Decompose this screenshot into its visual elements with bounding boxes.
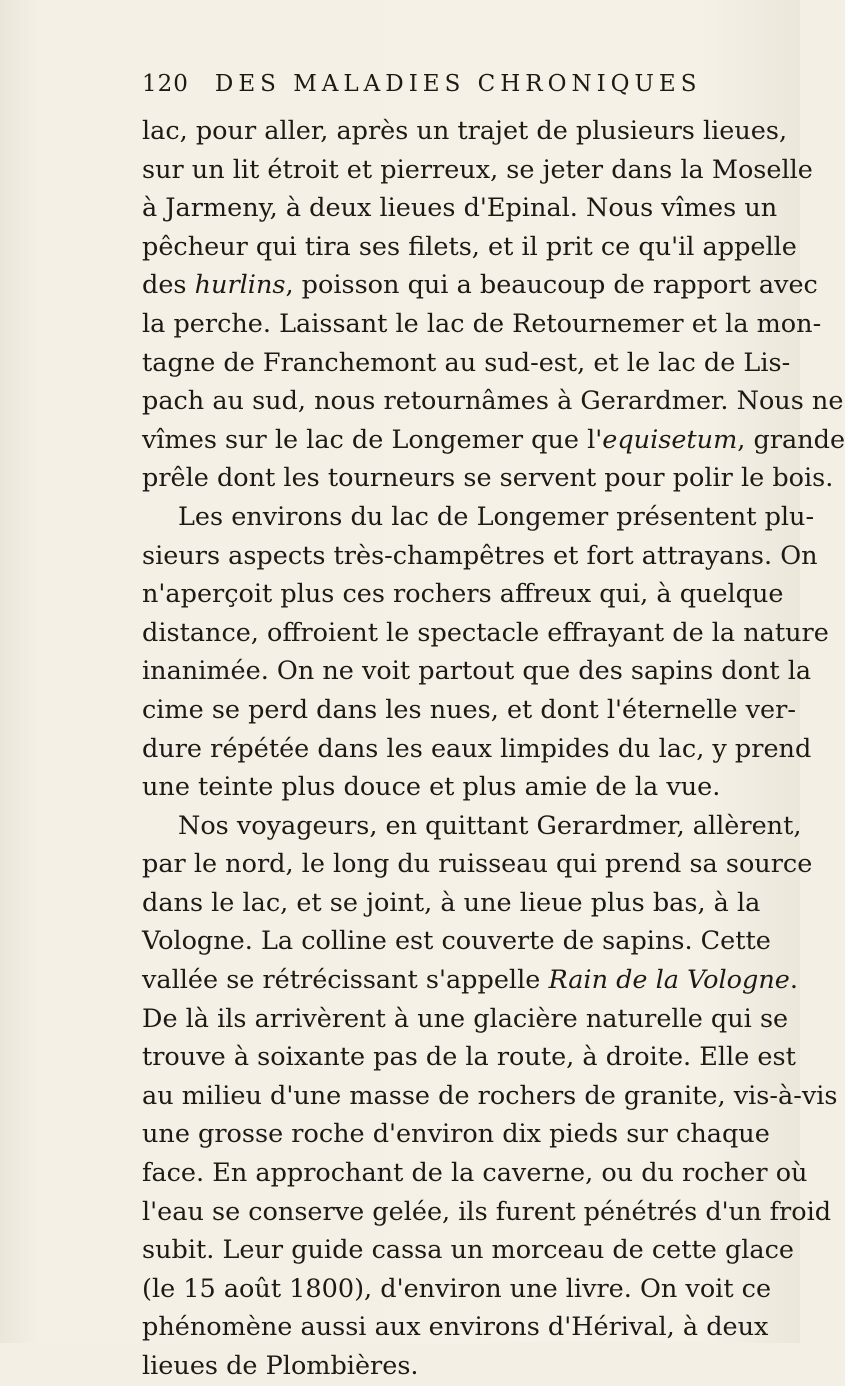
text-line: Vologne. La colline est couverte de sapins. Cette xyxy=(142,926,771,957)
italic-term: hurlins xyxy=(194,270,286,301)
text-line: Nos voyageurs, en quittant Gerardmer, allèrent, xyxy=(178,810,802,841)
text-line: l'eau se conserve gelée, ils furent pénétrés d'un froid xyxy=(142,1196,832,1227)
text-line: à Jarmeny, à deux lieues d'Epinal. Nous vîmes un xyxy=(142,193,778,224)
text-line: au milieu d'une masse de rochers de granite, vis-à-vis xyxy=(142,1080,838,1111)
text-line: prêle dont les tourneurs se servent pour polir le bois. xyxy=(142,463,834,494)
text-line: vallée se rétrécissant s'appelle Rain de la Vologne. xyxy=(142,965,798,996)
text-line: subit. Leur guide cassa un morceau de cette glace xyxy=(142,1235,794,1266)
running-title: DES MALADIES CHRONIQUES xyxy=(214,71,702,97)
text-line: face. En approchant de la caverne, ou du rocher où xyxy=(142,1158,808,1189)
page-number: 120 xyxy=(142,71,189,97)
text-line: lac, pour aller, après un trajet de plusieurs lieues, xyxy=(142,116,788,146)
text-line: par le nord, le long du ruisseau qui prend sa source xyxy=(142,849,813,880)
text-line: Les environs du lac de Longemer présentent plu- xyxy=(178,501,815,532)
running-header xyxy=(142,64,702,104)
text-line: des hurlins, poisson qui a beaucoup de rapport avec xyxy=(142,270,818,301)
text-line: vîmes sur le lac de Longemer que l'equisetum, grande xyxy=(142,424,845,455)
text-line: pêcheur qui tira ses filets, et il prit ce qu'il appelle xyxy=(142,231,797,262)
text-line: tagne de Franchemont au sud-est, et le lac de Lis- xyxy=(142,347,791,378)
text-line: une teinte plus douce et plus amie de la vue. xyxy=(142,772,721,803)
text-line: n'aperçoit plus ces rochers affreux qui, à quelque xyxy=(142,579,784,610)
text-line: sur un lit étroit et pierreux, se jeter dans la Moselle xyxy=(142,154,813,185)
text-line: phénomène aussi aux environs d'Hérival, à deux xyxy=(142,1312,769,1343)
text-line: distance, offroient le spectacle effrayant de la nature xyxy=(142,617,829,648)
text-line: trouve à soixante pas de la route, à droite. Elle est xyxy=(142,1042,796,1073)
body-text xyxy=(142,112,845,1386)
text-line: cime se perd dans les nues, et dont l'éternelle ver- xyxy=(142,694,796,725)
italic-term: Rain de la Vologne xyxy=(548,965,790,996)
italic-term: equisetum xyxy=(602,424,738,455)
text-line: (le 15 août 1800), d'environ une livre. On voit ce xyxy=(142,1273,772,1304)
text-line: la perche. Laissant le lac de Retournemer et la mon- xyxy=(142,308,822,339)
text-line: lieues de Plombières. xyxy=(142,1351,419,1381)
text-line: une grosse roche d'environ dix pieds sur chaque xyxy=(142,1119,770,1150)
text-line: pach au sud, nous retournâmes à Gerardmer. Nous ne xyxy=(142,386,844,417)
text-line: inanimée. On ne voit partout que des sapins dont la xyxy=(142,656,812,687)
text-line: dans le lac, et se joint, à une lieue plus bas, à la xyxy=(142,887,761,918)
text-line: De là ils arrivèrent à une glacière naturelle qui se xyxy=(142,1003,789,1034)
text-line: dure répétée dans les eaux limpides du lac, y prend xyxy=(142,733,812,764)
text-line: sieurs aspects très-champêtres et fort attrayans. On xyxy=(142,540,818,571)
